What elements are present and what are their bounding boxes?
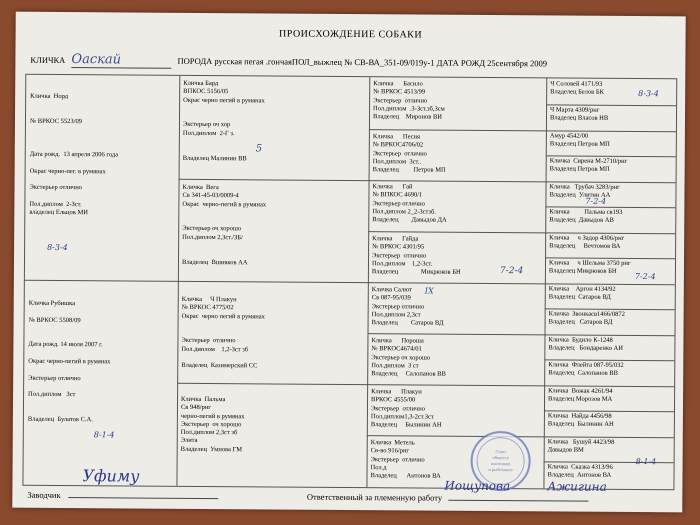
gen4-cell-16: Кличка Сказка 4313/96 Владелец Антонов ВА: [547, 463, 613, 480]
gen3-cell-6: Кличка Пороша № ВРКОС4674/01 Экстерьер оч хорошо Пол.диплом 3 ст Владелец Салопанов ВВ: [371, 337, 446, 378]
breeding-responsible-label: Ответственный за племенную работу: [306, 491, 443, 503]
gen3-cell-8: Кличка Метель Св-во 916/рнг Экстерьер отлично Пол.д Владелец Антонов ВА: [370, 439, 441, 480]
handwritten-note: 7-2-4: [585, 196, 607, 206]
gen4-cell-3: Амур 4542/00 Владелец Петров МП: [549, 132, 610, 149]
breed-info: ПОРОДА русская пегая .гончаяПОЛ_выжлец № СВ-ВА_351-09/019у-1 ДАТА РОЖД 25сентября 2009: [177, 55, 548, 69]
gen3-cell-4: Кличка Гайда № ВРКОС 4301/95 Экстерьер отлично Пол.диплом 1,2-3ст. Владелец Микрюков БН: [371, 235, 461, 276]
grandsire-paternal-cell: Кличка Бард ВПКОС 5156/05 Окрас черно пегий в румянах Экстерьер оч хор Пол.диплом 2-Г з. Владелец Малинин ВВ: [182, 79, 265, 162]
gen4-cell-9: Кличка Аргон 4134/92 Владелец Сатаров ВД: [548, 285, 616, 302]
gen4-cell-6: Кличка Пальма св193 Владелец Давыдов АВ: [549, 208, 623, 225]
handwritten-note: 7-2-4: [499, 266, 524, 277]
gen3-cell-5: Кличка Салют Св 087-95/039 Экстерьер отлично Пол.диплом 2,3ст Владелец Сатаров ВД: [371, 286, 444, 327]
granddam-maternal-cell: Кличка Пальма Св 948/рнг черно-пегий в румянах Экстерьер оч хорошо Пол.диплом 2,3ст зб Элита Владелец Умнова ГМ: [180, 395, 245, 454]
gen4-cell-10: Кличка Звонкасв1466/0872 Владелец Сатаров ВД: [548, 310, 625, 327]
grandsire-maternal-cell: Кличка Ч Плакун № ВРКОС 4775/02 Окрас черно пегий в румянах Экстерьер отлично Пол.диплом 1,2-3ст зб Владелец Казимерский СС: [181, 295, 265, 370]
gen4-cell-12: Кличка Флейта 087-95/032 Владелец Салопанов ВВ: [548, 361, 624, 378]
gen4-cell-8: Кличка ч Шельма 3750 рнг Владелец Микрюков БН: [548, 259, 631, 276]
gen3-cell-1: Кличка Басило № ВРКОС 4513/99 Экстерьер отлично Пол.диплом .3-Зст.зб,3см Владелец Миронов ВИ: [372, 80, 445, 121]
gen4-cell-15: Кличка Бушуй 4423/98 Давыдов ВМ: [547, 438, 615, 454]
document-title: ПРОИСХОЖДЕНИЕ СОБАКИ: [279, 28, 423, 41]
official-stamp: Союз обществ охотников и рыболовов: [470, 431, 530, 491]
pedigree-table: [22, 74, 677, 494]
dam-cell: Кличка Рубишка № ВРКОС 5508/09 Дата рожд. 14 июля 2007 г. Окрас черно-пегий в румянах Экстерьер отлично Пол.диплом 3ст Владелец Булатов С.А.: [27, 299, 111, 424]
gen4-cell-4: Кличка Сирена М-2710/рнг Владелец Петров МП: [549, 157, 628, 174]
gen3-cell-2: Кличка Песня № ВРКОС4706/02 Экстерьер отлично Пол.диплом 3ст.. Владелец Петров МП: [372, 133, 446, 174]
gen4-cell-14: Кличка Найда 4456/98 Владелец Былинин АН: [547, 412, 614, 429]
breeder-signature: Уфиму: [82, 466, 140, 486]
pedigree-certificate: [12, 12, 685, 513]
handwritten-note: 8-3-4: [638, 89, 659, 99]
gen4-cell-5: Кличка Трубач 3283/рнг Владелец Улитин АА: [549, 183, 620, 200]
handwritten-note: 8-3-4: [47, 242, 68, 253]
breeder-label: Заводчик: [27, 489, 61, 500]
sire-cell: Кличка Норд № ВРКОС 5523/09 Дата рожд. 13 апреля 2006 года Окрас черно-пег. в румянах Экстерьер отлично Пол.диплом 2-Зст. владелец Ельцов МИ: [29, 92, 119, 217]
handwritten-note: 7-2-4: [634, 271, 656, 282]
gen4-cell-13: Кличка Вожак 4261/94 Владелец Морозов МА: [548, 387, 613, 404]
dog-name-handwritten: Оаскай: [71, 52, 171, 69]
granddam-paternal-cell: Кличка Вега Св 341-45-03/0009-4 Окрас черно-пегий в румянах Экстерьер оч хорошо Пол.диплом 2,3ст./ЗБ/ Владелец Вшивков АА: [181, 183, 267, 266]
responsible-signature: Иощупова: [444, 478, 511, 494]
handwritten-note: IX: [424, 286, 434, 296]
gen4-cell-7: Кличка ч Задор 4306/рнг Владелец Вечтомов ВА: [549, 234, 625, 251]
handwritten-note: 5: [255, 143, 263, 155]
gen4-cell-2: Ч Марта 4309/рнг Владелец Власов НВ: [549, 106, 609, 123]
gen3-cell-3: Кличка Гай № ВПКОС 4690/1 Экстерьер отлично Пол.диплом 2_2-3стзб. Владелец Давыдов ДА: [372, 183, 447, 224]
dog-header: [30, 52, 675, 73]
second-signature: Ажигина: [547, 479, 607, 494]
gen4-cell-11: Кличка Будило К-1248 Владелец Бондаренко АИ: [548, 336, 623, 353]
name-label: КЛИЧКА: [30, 54, 66, 66]
handwritten-note: 8-1-4: [93, 430, 115, 440]
handwritten-note: 8-1-4: [635, 457, 657, 467]
gen4-cell-1: Ч Соловей 4171/93 Владелец Белов БК: [550, 80, 604, 97]
gen3-cell-7: Кличка Плакун ВРКОС 4555/00 Экстерьер отлично Пол.диплом1,3-2ст.3ст Владелец Былинин АН: [370, 388, 442, 429]
